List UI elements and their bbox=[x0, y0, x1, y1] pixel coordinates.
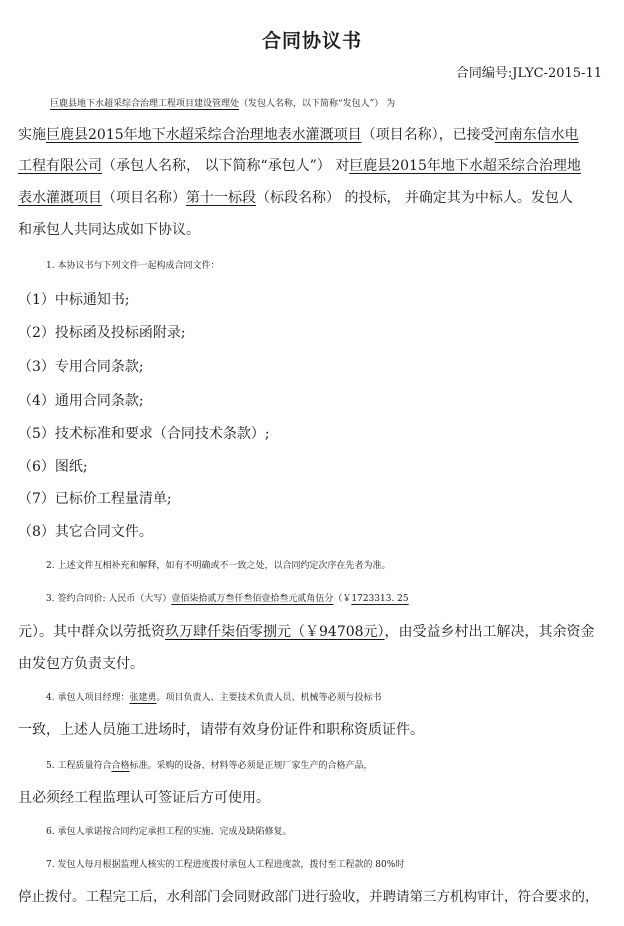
clause-3-line: 3. 签约合同价: 人民币（大写）壹佰柒拾贰万叁仟叁佰壹拾叁元贰角伍分（￥1723313. 25 bbox=[46, 594, 409, 604]
clause-4-line: 4. 承包人项目经理：张建勇。项目负责人、主要技术负责人员、机械等必须与投标书 bbox=[46, 693, 382, 703]
list-item: （6）图纸; bbox=[18, 459, 88, 475]
project-manager-name: 张建勇 bbox=[129, 693, 157, 703]
list-item: （8）其它合同文件。 bbox=[18, 524, 153, 540]
document-title: 合同协议书 bbox=[261, 30, 362, 52]
list-item: （5）技术标准和要求（合同技术条款）; bbox=[18, 426, 270, 442]
list-item: （2）投标函及投标函附录; bbox=[18, 325, 186, 341]
list-item: （7）已标价工程量清单; bbox=[18, 491, 172, 507]
paragraph-intro-line: 实施巨鹿县2015年地下水超采综合治理地表水灌溉项目（项目名称），已接受河南东信水电 bbox=[18, 127, 579, 143]
clause-2: 2. 上述文件互相补充和解释，如有不明确或不一致之处，以合同约定次序在先者为准。 bbox=[46, 561, 391, 571]
paragraph-intro-line: 和承包人共同达成如下协议。 bbox=[18, 222, 200, 238]
paragraph-intro-line: 表水灌溉项目（项目名称）第十一标段（标段名称） 的投标， 并确定其为中标人。发包人 bbox=[18, 190, 573, 206]
employer-name: 巨鹿县地下水超采综合治理工程项目建设管理处 bbox=[50, 99, 240, 109]
quality-standard: 合格 bbox=[111, 761, 130, 771]
section-name: 第十一标段 bbox=[186, 190, 256, 206]
clause-3-line: 元）。其中群众以劳抵资玖万肆仟柒佰零捌元（￥94708元），由受益乡村出工解决，其余资金 bbox=[18, 624, 595, 640]
contract-number: 合同编号:JLYC-2015-11 bbox=[455, 66, 602, 81]
contractor-name: 河南东信水电 bbox=[494, 127, 579, 143]
list-item: （4）通用合同条款; bbox=[18, 393, 144, 409]
paragraph-intro-line: 工程有限公司（承包人名称， 以下简称“承包人”） 对巨鹿县2015年地下水超采综合治理地 bbox=[18, 158, 581, 174]
list-item: （3）专用合同条款; bbox=[18, 359, 144, 375]
clause-3-line: 由发包方负责支付。 bbox=[18, 656, 144, 672]
clause-7-line: 7. 发包人每月根据监理人核实的工程进度拨付承包人工程进度款，拨付至工程款的 80%时 bbox=[46, 860, 405, 870]
paragraph-intro-line: 巨鹿县地下水超采综合治理工程项目建设管理处（发包人名称，以下简称“发包人”） 为 bbox=[50, 99, 396, 109]
clause-6: 6. 承包人承诺按合同约定承担工程的实施、完成及缺陷修复。 bbox=[46, 827, 292, 837]
contract-price-number: 1723313. 25 bbox=[351, 594, 409, 604]
clause-4-line: 一致，上述人员施工进场时，请带有效身份证件和职称资质证件。 bbox=[18, 722, 424, 738]
clause-1: 1. 本协议书与下列文件一起构成合同文件： bbox=[46, 261, 220, 271]
project-name: 巨鹿县2015年地下水超采综合治理地表水灌溉项目 bbox=[46, 127, 362, 143]
clause-7-line: 停止拨付。工程完工后，水利部门会同财政部门进行验收，并聘请第三方机构审计，符合要求的， bbox=[18, 889, 599, 905]
clause-5-line: 5. 工程质量符合合格标准。采购的设备、材料等必须是正规厂家生产的合格产品， bbox=[46, 761, 373, 771]
list-item: （1）中标通知书; bbox=[18, 292, 130, 308]
labor-contribution-amount: 玖万肆仟柒佰零捌元（￥94708元） bbox=[165, 624, 385, 640]
clause-5-line: 且必须经工程监理认可签证后方可使用。 bbox=[18, 790, 270, 806]
contract-price-words: 壹佰柒拾贰万叁仟叁佰壹拾叁元贰角伍分 bbox=[171, 594, 334, 604]
